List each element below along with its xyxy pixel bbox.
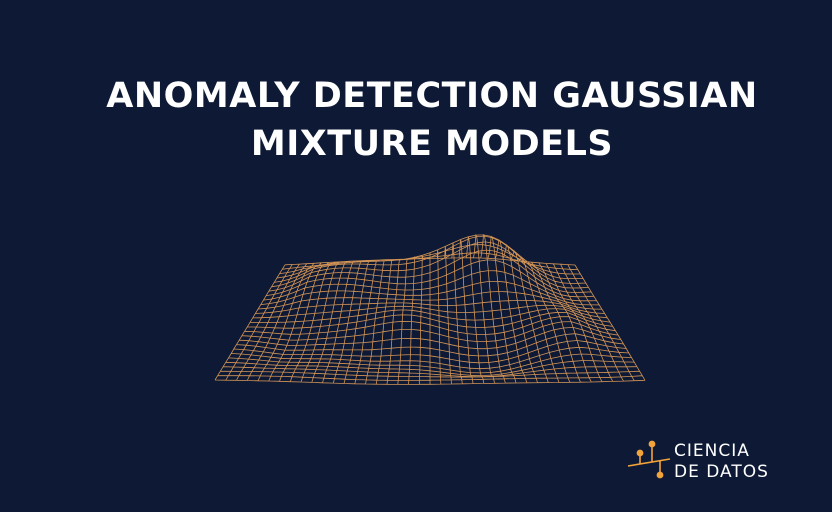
wireframe-terrain-illustration [200,215,660,415]
title-line-2: MIXTURE MODELS [250,124,614,164]
page-title [0,72,832,168]
data-nodes-logo-icon [626,440,672,482]
brand-logo [626,440,796,484]
brand-line-1: CIENCIA [674,441,750,461]
brand-line-2: DE DATOS [674,462,769,482]
brand-name [674,441,769,483]
terrain-mesh [215,235,645,385]
title-line-1: ANOMALY DETECTION GAUSSIAN [106,76,758,116]
